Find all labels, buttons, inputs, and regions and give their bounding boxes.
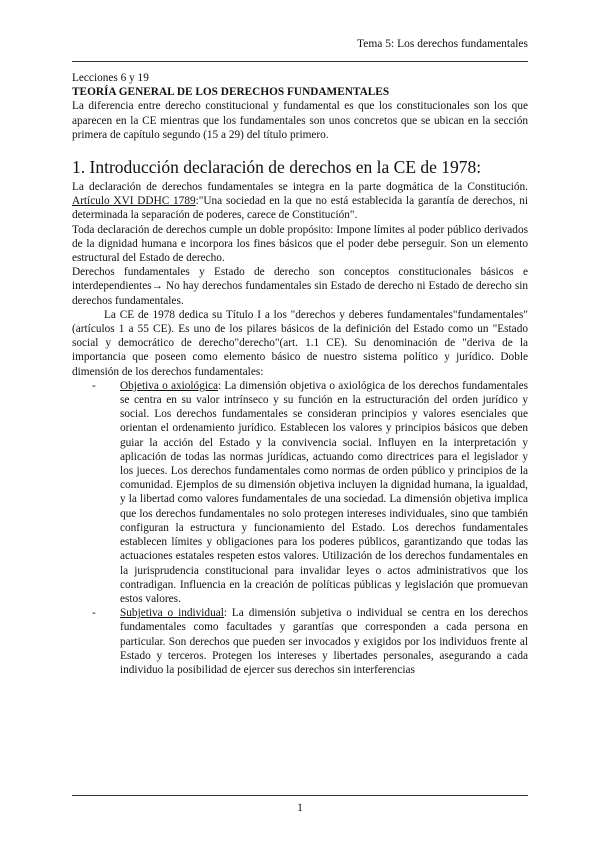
paragraph-interdependencia: Derechos fundamentales y Estado de derecho son conceptos constitucionales básicos e interdependientes→ No hay derechos fundamentales sin Estado de derecho ni Estado de derecho sin derechos fundamentales. bbox=[72, 266, 528, 307]
page-number: 1 bbox=[297, 802, 303, 814]
dimensions-list bbox=[72, 379, 528, 677]
article-quote: :"Una sociedad en la que no está establecida la garantía de derechos, ni determinada la separación de poderes, carece de Constitución". bbox=[72, 195, 528, 222]
paragraph-proposito: Toda declaración de derechos cumple un doble propósito: Impone límites al poder público derivados de la dignidad humana e incorpora los fines básicos que el poder debe perseguir. Son un elemento estructural del Estado de derecho. bbox=[72, 223, 528, 265]
list-text: : La dimensión objetiva o axiológica de los derechos fundamentales se centra en su valor intrínseco y su función en la estructuración del orden jurídico y social. Los derechos fundamentales se consideran principios y valores esenciales que orientan el ordenamiento jurídico. Establecen los valores y principios básicos que deben guiar la acción del Estado y la convivencia social. Influyen en la interpretación y aplicación de todas las normas jurídicas, actuando como directrices para el legislador y los jueces. Los derechos fundamentales como normas de orden público y principios de la comunidad. Ejemplos de su dimensión objetiva incluyen la dignidad humana, la igualdad, y la libertad como valores fundamentales de una sociedad. La dimensión objetiva implica que los derechos fundamentales no solo protegen intereses individuales, sino que también configuran la estructura y funcionamiento del Estado. Los derechos fundamentales establecen límites y obligaciones para los poderes públicos, garantizando que todas las actuaciones estatales respeten estos valores. Utilización de los derechos fundamentales en la jurisprudencia constitucional para invalidar leyes o actos administrativos que los contradigan. Influencia en la creación de políticas públicas y legislación que promuevan estos valores. bbox=[120, 379, 529, 605]
lecciones-line: Lecciones 6 y 19 bbox=[72, 72, 149, 84]
paragraph-titulo-i: La CE de 1978 dedica su Título I a los "derechos y deberes fundamentales"fundamentales"(artículos 1 a 55 CE). Es uno de los pilares básicos de la definición del Estado como un "Estado social y democrático de derecho"derecho"(art. 1.1 CE). Su denominación de "deriva de la importancia que poseen como elemento básico de nuestro sistema político y jurídico. Doble dimensión de los derechos fundamentales: bbox=[72, 308, 528, 378]
main-title: TEORÍA GENERAL DE LOS DERECHOS FUNDAMENTALES bbox=[72, 86, 390, 99]
intro-paragraph: La diferencia entre derecho constitucional y fundamental es que los constitucionales son los que aparecen en la CE mientras que los fundamentales son unos concretos que se ubican en la sección primera de capítulo segundo (15 a 29) del título primero. bbox=[72, 100, 528, 141]
section-heading: 1. Introducción declaración de derechos en la CE de 1978: bbox=[72, 157, 482, 178]
bullet-dash: - bbox=[92, 379, 96, 392]
paragraph-declaracion bbox=[72, 180, 528, 223]
list-term: Objetiva o axiológica bbox=[120, 379, 219, 392]
list-text: : La dimensión subjetiva o individual se centra en los derechos fundamentales como facultades y garantías que corresponden a cada persona en particular. Son derechos que pueden ser invocados y exigidos por los individuos frente al Estado y terceros. Protegen los intereses y libertades personales, asegurando a cada individuo la posibilidad de ejercer sus derechos sin interferencias bbox=[120, 607, 529, 676]
article-reference: Artículo XVI DDHC 1789 bbox=[72, 195, 196, 208]
paragraph-text: La declaración de derechos fundamentales se integra en la parte dogmática de la Constitución. bbox=[72, 181, 528, 194]
page-content bbox=[72, 71, 528, 677]
running-header: Tema 5: Los derechos fundamentales bbox=[357, 38, 528, 50]
footer-rule bbox=[72, 795, 528, 796]
list-term: Subjetiva o individual bbox=[120, 607, 224, 620]
header-rule bbox=[72, 61, 528, 62]
bullet-dash: - bbox=[92, 607, 96, 620]
list-item bbox=[72, 606, 528, 677]
list-item bbox=[72, 379, 528, 606]
